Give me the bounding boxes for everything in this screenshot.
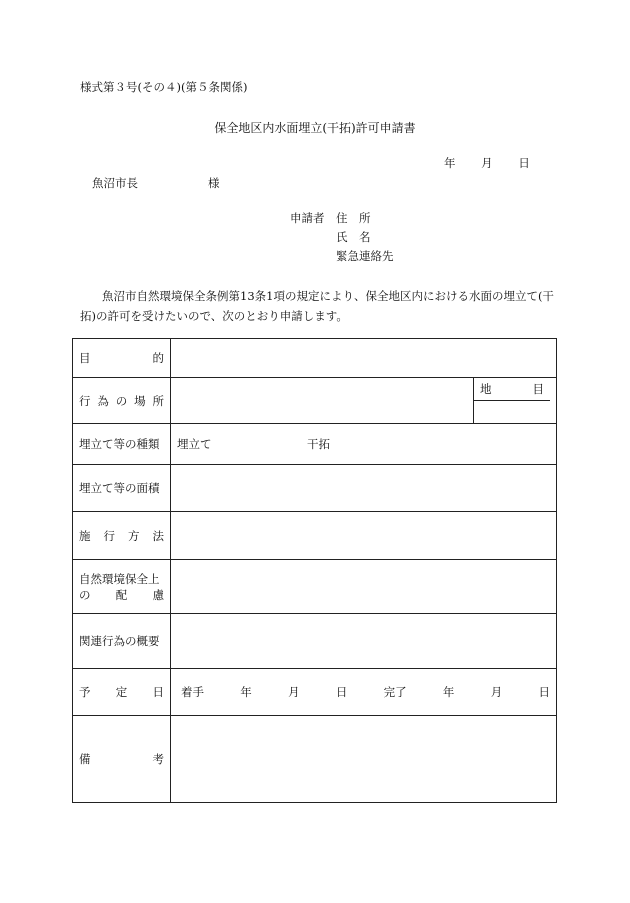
- label-type: 埋立て等の種類: [73, 424, 171, 465]
- row-schedule: [73, 669, 557, 716]
- label-method-char: 法: [152, 528, 164, 543]
- label-purpose-char: 的: [152, 351, 164, 365]
- row-purpose: [73, 339, 557, 378]
- schedule-end-month: 月: [490, 685, 503, 699]
- label-place-char: 行: [79, 393, 91, 408]
- schedule-start-label: 着手: [181, 685, 204, 699]
- form-title: 保全地区内水面埋立(干拓)許可申請書: [214, 121, 416, 135]
- label-area: 埋立て等の面積: [73, 465, 171, 512]
- label-method-char: 施: [79, 528, 91, 543]
- label-consideration-line1: 自然環境保全上: [79, 571, 160, 586]
- date-line: [444, 156, 530, 171]
- label-land-category: [474, 378, 550, 401]
- field-purpose[interactable]: [171, 339, 557, 378]
- schedule-start-day: 日: [335, 685, 348, 699]
- field-related[interactable]: [171, 614, 557, 669]
- label-schedule-char: 予: [79, 685, 91, 699]
- label-schedule-char: 定: [115, 685, 128, 699]
- label-remarks: [73, 716, 171, 803]
- label-place-char: の: [115, 393, 128, 408]
- schedule-end-label: 完了: [383, 685, 407, 699]
- type-option-landfill[interactable]: 埋立て: [177, 437, 212, 451]
- schedule-start-year: 年: [240, 685, 252, 699]
- date-month: 月: [481, 156, 493, 170]
- label-place-char: 為: [97, 393, 109, 408]
- schedule-start-month: 月: [288, 685, 300, 699]
- label-remarks-char: 考: [152, 752, 164, 766]
- row-remarks: [73, 716, 557, 803]
- row-area: [73, 465, 557, 512]
- label-place-char: 場: [134, 393, 146, 408]
- land-category-box: [473, 378, 550, 423]
- label-consideration: [73, 560, 171, 614]
- field-place[interactable]: [177, 378, 473, 423]
- label-method: [73, 512, 171, 560]
- field-remarks[interactable]: [171, 716, 557, 803]
- label-schedule: [73, 669, 171, 716]
- field-consideration[interactable]: [171, 560, 557, 614]
- applicant-contact-label: 緊急連絡先: [336, 249, 394, 263]
- applicant-address-label: 住 所: [336, 211, 371, 225]
- addressee-name: 魚沼市長: [92, 176, 138, 190]
- label-schedule-char: 日: [152, 685, 164, 699]
- label-method-char: 行: [103, 528, 115, 543]
- label-land-category-char: 目: [532, 382, 544, 396]
- applicant-name-label: 氏 名: [336, 230, 371, 244]
- label-consideration-line2: [79, 587, 164, 603]
- application-table: [72, 338, 557, 803]
- field-area[interactable]: [171, 465, 557, 512]
- label-consideration-char: 慮: [152, 587, 164, 602]
- schedule-end-year: 年: [442, 685, 455, 699]
- label-place-char: 所: [152, 393, 164, 408]
- type-option-reclamation[interactable]: 干拓: [307, 437, 330, 451]
- label-method-char: 方: [128, 528, 140, 543]
- field-schedule[interactable]: [171, 669, 557, 716]
- label-consideration-char: の: [79, 587, 91, 602]
- label-purpose-char: 目: [79, 351, 91, 365]
- row-place: [73, 378, 557, 424]
- place-cell: [171, 378, 557, 424]
- field-land-category[interactable]: [474, 401, 550, 423]
- addressee: [92, 176, 220, 191]
- row-consideration: [73, 560, 557, 614]
- addressee-honorific: 様: [208, 176, 220, 190]
- field-method[interactable]: [171, 512, 557, 560]
- field-type[interactable]: [171, 424, 557, 465]
- row-method: [73, 512, 557, 560]
- label-land-category-char: 地: [480, 382, 492, 396]
- schedule-end-day: 日: [538, 685, 550, 699]
- label-place: [73, 378, 171, 424]
- date-year: 年: [444, 156, 456, 170]
- row-related: [73, 614, 557, 669]
- label-consideration-char: 配: [115, 587, 128, 602]
- applicant-label: 申請者: [290, 211, 325, 225]
- date-day: 日: [518, 156, 530, 170]
- row-type: [73, 424, 557, 465]
- label-purpose: [73, 339, 171, 378]
- label-related: 関連行為の概要: [73, 614, 171, 669]
- application-statement: 魚沼市自然環境保全条例第13条1項の規定により、保全地区内における水面の埋立て(干拓)の許可を受けたいので、次のとおり申請します。: [80, 289, 554, 323]
- label-remarks-char: 備: [79, 752, 91, 766]
- form-number: 様式第３号(その４)(第５条関係): [80, 80, 248, 94]
